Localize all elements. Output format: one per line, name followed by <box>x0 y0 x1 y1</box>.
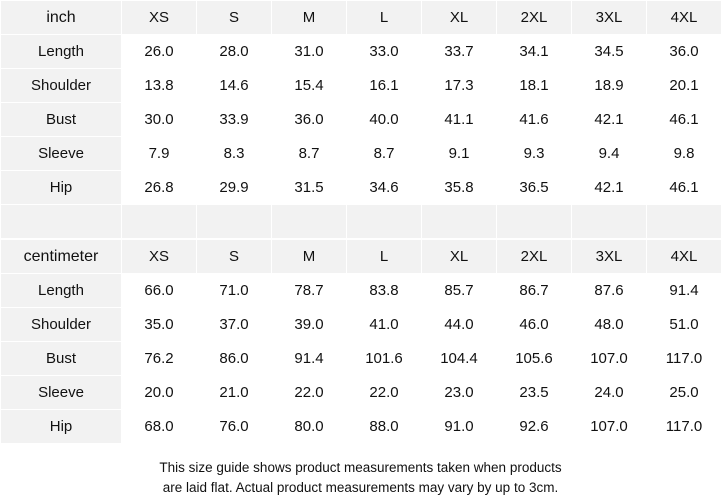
measure-label-sleeve: Sleeve <box>1 376 122 410</box>
cell-value: 28.0 <box>197 35 272 69</box>
cell-value: 34.1 <box>497 35 572 69</box>
cell-value: 9.4 <box>572 137 647 171</box>
cell-value: 20.1 <box>647 69 721 103</box>
size-header-xl: XL <box>422 1 497 35</box>
cell-value: 35.8 <box>422 171 497 205</box>
cell-value: 30.0 <box>122 103 197 137</box>
cell-value: 9.8 <box>647 137 721 171</box>
cell-value: 78.7 <box>272 274 347 308</box>
unit-label-inch: inch <box>1 1 122 35</box>
cell-value: 36.0 <box>272 103 347 137</box>
cell-value: 92.6 <box>497 410 572 444</box>
size-table-centimeter <box>0 239 721 444</box>
cell-value: 9.3 <box>497 137 572 171</box>
cell-value: 42.1 <box>572 103 647 137</box>
spacer-cell <box>122 205 197 239</box>
cell-value: 117.0 <box>647 342 721 376</box>
cell-value: 71.0 <box>197 274 272 308</box>
cell-value: 31.5 <box>272 171 347 205</box>
cell-value: 36.5 <box>497 171 572 205</box>
size-header-3xl: 3XL <box>572 240 647 274</box>
spacer-cell <box>272 205 347 239</box>
cell-value: 107.0 <box>572 410 647 444</box>
measure-label-shoulder: Shoulder <box>1 308 122 342</box>
spacer-cell <box>197 205 272 239</box>
size-header-l: L <box>347 240 422 274</box>
cell-value: 23.0 <box>422 376 497 410</box>
spacer-cell <box>347 205 422 239</box>
size-header-xs: XS <box>122 1 197 35</box>
measure-label-bust: Bust <box>1 103 122 137</box>
spacer-cell <box>572 205 647 239</box>
cell-value: 91.0 <box>422 410 497 444</box>
measure-label-length: Length <box>1 35 122 69</box>
table-header-row <box>1 1 721 35</box>
size-header-s: S <box>197 240 272 274</box>
cell-value: 34.5 <box>572 35 647 69</box>
cell-value: 104.4 <box>422 342 497 376</box>
cell-value: 105.6 <box>497 342 572 376</box>
cell-value: 23.5 <box>497 376 572 410</box>
cell-value: 33.9 <box>197 103 272 137</box>
table-spacer-row <box>1 205 721 239</box>
cell-value: 76.2 <box>122 342 197 376</box>
cell-value: 117.0 <box>647 410 721 444</box>
size-header-m: M <box>272 1 347 35</box>
cell-value: 20.0 <box>122 376 197 410</box>
cell-value: 76.0 <box>197 410 272 444</box>
spacer-cell <box>422 205 497 239</box>
size-header-xl: XL <box>422 240 497 274</box>
cell-value: 37.0 <box>197 308 272 342</box>
size-header-4xl: 4XL <box>647 1 721 35</box>
size-header-3xl: 3XL <box>572 1 647 35</box>
size-guide-note <box>0 444 721 497</box>
measure-label-shoulder: Shoulder <box>1 69 122 103</box>
cell-value: 18.9 <box>572 69 647 103</box>
table-row <box>1 376 721 410</box>
measure-label-hip: Hip <box>1 171 122 205</box>
cell-value: 8.7 <box>272 137 347 171</box>
size-header-2xl: 2XL <box>497 1 572 35</box>
size-header-m: M <box>272 240 347 274</box>
size-header-2xl: 2XL <box>497 240 572 274</box>
cell-value: 8.3 <box>197 137 272 171</box>
note-line-2: are laid flat. Actual product measurements may vary by up to 3cm. <box>60 478 661 497</box>
cell-value: 18.1 <box>497 69 572 103</box>
table-row <box>1 342 721 376</box>
cell-value: 80.0 <box>272 410 347 444</box>
table-row <box>1 35 721 69</box>
cell-value: 91.4 <box>272 342 347 376</box>
cell-value: 87.6 <box>572 274 647 308</box>
cell-value: 91.4 <box>647 274 721 308</box>
cell-value: 85.7 <box>422 274 497 308</box>
cell-value: 14.6 <box>197 69 272 103</box>
size-header-l: L <box>347 1 422 35</box>
cell-value: 25.0 <box>647 376 721 410</box>
table-header-row <box>1 240 721 274</box>
table-row <box>1 103 721 137</box>
cell-value: 26.8 <box>122 171 197 205</box>
cell-value: 22.0 <box>347 376 422 410</box>
cell-value: 86.7 <box>497 274 572 308</box>
cell-value: 16.1 <box>347 69 422 103</box>
table-row <box>1 274 721 308</box>
cell-value: 86.0 <box>197 342 272 376</box>
table-row <box>1 171 721 205</box>
cell-value: 44.0 <box>422 308 497 342</box>
cell-value: 33.0 <box>347 35 422 69</box>
spacer-cell <box>1 205 122 239</box>
cell-value: 24.0 <box>572 376 647 410</box>
cell-value: 41.0 <box>347 308 422 342</box>
cell-value: 101.6 <box>347 342 422 376</box>
cell-value: 17.3 <box>422 69 497 103</box>
cell-value: 9.1 <box>422 137 497 171</box>
size-header-xs: XS <box>122 240 197 274</box>
cell-value: 22.0 <box>272 376 347 410</box>
cell-value: 34.6 <box>347 171 422 205</box>
spacer-cell <box>497 205 572 239</box>
table-row <box>1 69 721 103</box>
table-row <box>1 137 721 171</box>
cell-value: 68.0 <box>122 410 197 444</box>
cell-value: 21.0 <box>197 376 272 410</box>
cell-value: 66.0 <box>122 274 197 308</box>
cell-value: 29.9 <box>197 171 272 205</box>
size-header-4xl: 4XL <box>647 240 721 274</box>
cell-value: 33.7 <box>422 35 497 69</box>
cell-value: 46.0 <box>497 308 572 342</box>
table-row <box>1 410 721 444</box>
size-header-s: S <box>197 1 272 35</box>
cell-value: 8.7 <box>347 137 422 171</box>
cell-value: 26.0 <box>122 35 197 69</box>
cell-value: 46.1 <box>647 103 721 137</box>
cell-value: 46.1 <box>647 171 721 205</box>
cell-value: 41.1 <box>422 103 497 137</box>
measure-label-hip: Hip <box>1 410 122 444</box>
cell-value: 7.9 <box>122 137 197 171</box>
cell-value: 107.0 <box>572 342 647 376</box>
cell-value: 15.4 <box>272 69 347 103</box>
cell-value: 35.0 <box>122 308 197 342</box>
cell-value: 88.0 <box>347 410 422 444</box>
measure-label-sleeve: Sleeve <box>1 137 122 171</box>
measure-label-length: Length <box>1 274 122 308</box>
cell-value: 13.8 <box>122 69 197 103</box>
measure-label-bust: Bust <box>1 342 122 376</box>
cell-value: 31.0 <box>272 35 347 69</box>
cell-value: 40.0 <box>347 103 422 137</box>
cell-value: 42.1 <box>572 171 647 205</box>
unit-label-centimeter: centimeter <box>1 240 122 274</box>
cell-value: 39.0 <box>272 308 347 342</box>
cell-value: 36.0 <box>647 35 721 69</box>
spacer-cell <box>647 205 721 239</box>
cell-value: 48.0 <box>572 308 647 342</box>
note-line-1: This size guide shows product measurements taken when products <box>60 458 661 478</box>
cell-value: 41.6 <box>497 103 572 137</box>
size-table-inch <box>0 0 721 239</box>
cell-value: 51.0 <box>647 308 721 342</box>
table-row <box>1 308 721 342</box>
cell-value: 83.8 <box>347 274 422 308</box>
